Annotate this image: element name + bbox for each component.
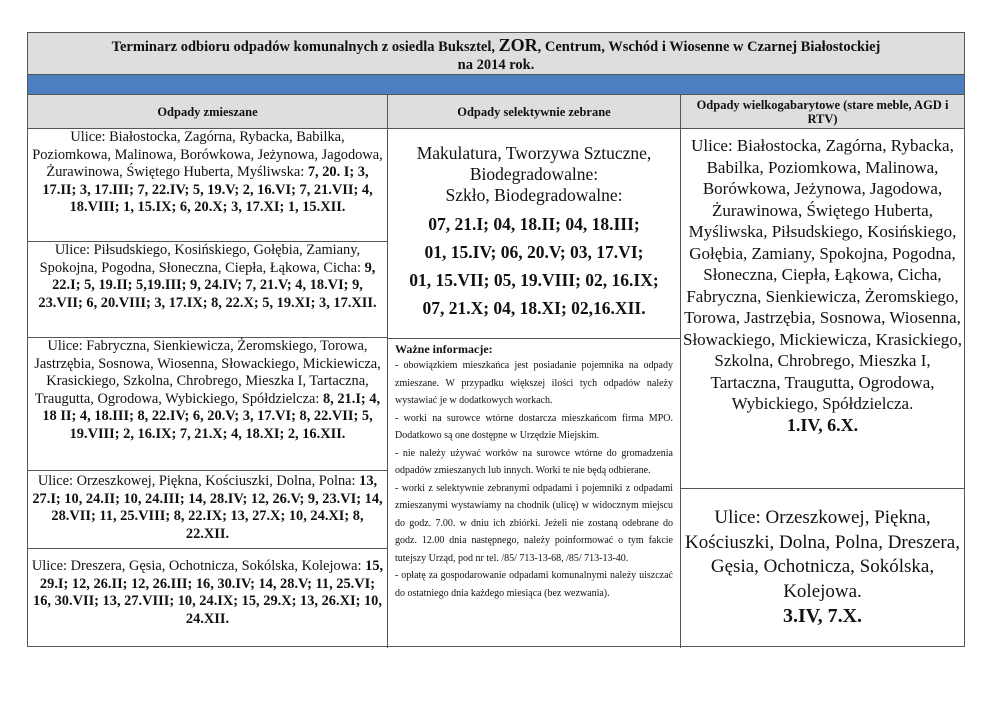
mixed-row-5-streets: Ulice: Dreszera, Gęsia, Ochotnicza, Sokólska, Kolejowa: [31, 558, 366, 574]
header-bulky: Odpady wielkogabarytowe (stare meble, AGD i RTV) [681, 95, 964, 129]
selective-dates-line-3: 01, 15.VII; 05, 19.VIII; 02, 16.IX; [409, 270, 659, 290]
document-title [28, 33, 964, 75]
bulky-group-2 [681, 489, 964, 648]
mixed-row-1-dates: 7, 20. I; 3, 17.II; 3, 17.III; 7, 22.IV; 5, 19.V; 2, 16.VI; 7, 21.VII; 4, 18.VIII; 1, 15.IX; 6, 20.X; 3, 17.XI; 1, 15.XII. [42, 164, 373, 215]
mixed-row-4 [28, 471, 388, 549]
mixed-row-3-streets: Ulice: Fabryczna, Sienkiewicza, Żeromskiego, Torowa, Jastrzębia, Sosnowa, Wiosenna, Słowackiego, Mickiewicza, Krasickiego, Szkolna, Chrobrego, Mieszka I, Tartaczna, Traugutta, Ogrodowa, Wybickiego, Spółdzielcza: [34, 338, 381, 407]
selective-cell [388, 129, 681, 339]
mixed-row-3-dates: 8, 21.I; 4, 18 II; 4, 18.III; 8, 22.IV; 6, 20.V; 3, 17.VI; 8, 22.VII; 5, 19.VIII; 2, 16.IX; 7, 21.X; 4, 18.XI; 2, 16.XII. [42, 390, 381, 442]
bulky-group-1-streets: Ulice: Białostocka, Zagórna, Rybacka, Babilka, Poziomkowa, Malinowa, Borówkowa, Jeżynowa, Jagodowa, Żurawinowa, Świętego Huberta, Myśliwska, Piłsudskiego, Kosińskiego, Gołębia, Zamiany, Spokojna, Pogodna, Słoneczna, Ciepła, Łąkowa, Cicha, Fabryczna, Sienkiewicza, Żeromskiego, Torowa, Jastrzębia, Sosnowa, Wiosenna, Słowackiego, Mickiewicza, Krasickiego, Szkolna, Chrobrego, Mieszka I, Tartaczna, Traugutta, Ogrodowa, Wybickiego, Spółdzielcza. [683, 136, 962, 413]
title-part-2: , Centrum, Wschód i Wiosenne w Czarnej Białostockiej [537, 39, 881, 55]
selective-category-2: Biodegradowalne: [469, 164, 599, 184]
bulky-group-1-dates: 1.IV, 6.X. [786, 414, 859, 435]
selective-category-1: Makulatura, Tworzywa Sztuczne, [416, 143, 652, 163]
title-part-1: Terminarz odbioru odpadów komunalnych z osiedla Buksztel, [111, 39, 499, 55]
selective-category-3: Szkło, Biodegradowalne: [445, 185, 623, 205]
mixed-row-4-dates: 13, 27.I; 10, 24.II; 10, 24.III; 14, 28.IV; 12, 26.V; 9, 23.VI; 14, 28.VII; 11, 25.VIII; 8, 22.IX; 13, 27.X; 10, 24.XI; 8, 22.XII. [32, 473, 383, 542]
important-notes [388, 339, 681, 648]
schedule-table [27, 32, 965, 647]
bulky-group-1 [681, 129, 964, 489]
selective-dates [388, 210, 680, 322]
bulky-group-2-streets: Ulice: Orzeszkowej, Piękna, Kościuszki, Dolna, Polna, Dreszera, Gęsia, Ochotnicza, Sokólska, Kolejowa. [685, 507, 960, 602]
blue-divider-bar [28, 75, 964, 95]
mixed-row-2-dates: 9, 22.I; 5, 19.II; 5,19.III; 9, 24.IV; 7, 21.V; 4, 18.VI; 9, 23.VII; 6, 20.VIII; 3, 17.IX; 8, 22.X; 5, 19.XI; 3, 17.XII. [38, 259, 377, 311]
note-item: - obowiązkiem mieszkańca jest posiadanie pojemnika na odpady zmieszane. W przypadku większej ilości tych odpadów należy wystawiać je w dodatkowych workach. [395, 360, 673, 406]
mixed-row-2-streets: Ulice: Piłsudskiego, Kosińskiego, Gołębia, Zamiany, Spokojna, Pogodna, Słoneczna, Ciepła, Łąkowa, Cicha: [39, 242, 365, 276]
mixed-row-5-dates: 15, 29.I; 12, 26.II; 12, 26.III; 16, 30.IV; 14, 28.V; 11, 25.VI; 16, 30.VII; 13, 27.VIII; 10, 24.IX; 15, 29.X; 13, 26.XI; 10, 24.XII. [33, 558, 384, 627]
mixed-row-1 [28, 129, 388, 242]
header-mixed: Odpady zmieszane [28, 95, 388, 129]
title-zor: ZOR [498, 35, 538, 55]
title-year: na 2014 rok. [457, 57, 535, 73]
bulky-group-2-dates: 3.IV, 7.X. [782, 605, 863, 627]
mixed-row-2 [28, 242, 388, 338]
selective-dates-line-4: 07, 21.X; 04, 18.XI; 02,16.XII. [422, 298, 646, 318]
note-item: - nie należy używać worków na surowce wtórne do gromadzenia odpadów zmieszanych lub innych. Worki te nie będą odbierane. [395, 447, 673, 476]
note-item: - opłatę za gospodarowanie odpadami komunalnymi należy uiszczać do ostatniego dnia każdego miesiąca (bez wezwania). [395, 570, 673, 599]
mixed-row-1-streets: Ulice: Białostocka, Zagórna, Rybacka, Babilka, Poziomkowa, Malinowa, Borówkowa, Jeżynowa, Jagodowa, Żurawinowa, Świętego Huberta, Myśliwska: [32, 129, 383, 180]
mixed-row-5 [28, 549, 388, 648]
note-item: - worki na surowce wtórne dostarcza mieszkańcom firma MPO. Dodatkowo są one dostępne w Urzędzie Miejskim. [395, 412, 673, 441]
header-selective: Odpady selektywnie zebrane [388, 95, 681, 129]
note-item: - worki z selektywnie zebranymi odpadami i pojemniki z odpadami zmieszanymi wystawiamy na chodnik (ulicę) w widocznym miejscu do godz. 7.00. w dniu ich zbiórki. Jeżeli nie zostaną odebrane do godz. 12.00 dnia następnego, należy poinformować o tym fakcie tutejszy Urząd, pod nr tel. /85/ 713-13-68, /85/ 713-13-40. [395, 482, 673, 564]
selective-dates-line-1: 07, 21.I; 04, 18.II; 04, 18.III; [428, 214, 640, 234]
mixed-row-4-streets: Ulice: Orzeszkowej, Piękna, Kościuszki, Dolna, Polna: [37, 473, 360, 489]
notes-title: Ważne informacje: [395, 342, 493, 356]
mixed-row-3 [28, 338, 388, 471]
selective-dates-line-2: 01, 15.IV; 06, 20.V; 03, 17.VI; [424, 242, 644, 262]
